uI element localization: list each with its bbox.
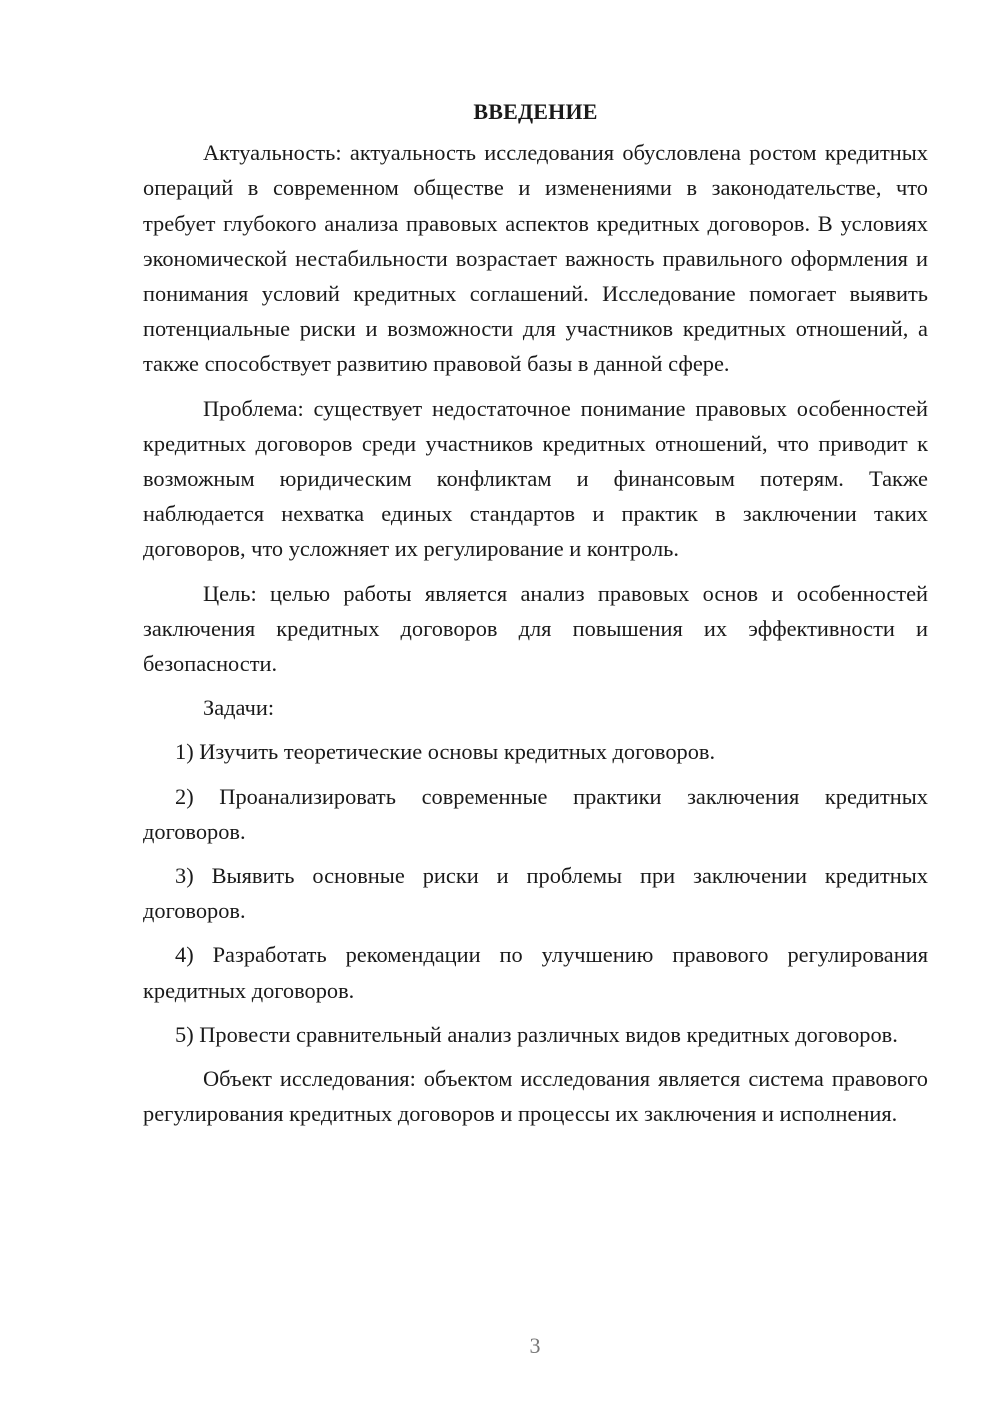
paragraph-object: Объект исследования: объектом исследования является система правового регулирования кредитных договоров и процессы их заключения и исполнения.	[143, 1066, 928, 1127]
paragraph-problem: Проблема: существует недостаточное понимание правовых особенностей кредитных договоров среди участников кредитных отношений, что приводит к возможным юридическим конфликтам и финансовым потерям. Также наблюдается нехватка единых стандартов и практик в заключении таких договоров, что усложняет их регулирование и контроль.	[143, 395, 928, 562]
task-item-4: 4) Разработать рекомендации по улучшению правового регулирования кредитных договоров.	[143, 942, 928, 1003]
page-number: 3	[529, 1333, 541, 1358]
tasks-label: Задачи:	[203, 695, 275, 721]
task-item-2: 2) Проанализировать современные практики заключения кредитных договоров.	[143, 783, 928, 844]
task-item-3: 3) Выявить основные риски и проблемы при заключении кредитных договоров.	[143, 863, 928, 924]
task-item-5: 5) Провести сравнительный анализ различных видов кредитных договоров.	[175, 1021, 898, 1047]
page-content	[143, 94, 928, 1140]
section-heading: ВВЕДЕНИЕ	[473, 99, 598, 124]
paragraph-goal: Цель: целью работы является анализ правовых основ и особенностей заключения кредитных договоров для повышения их эффективности и безопасности.	[143, 580, 928, 677]
paragraph-relevance: Актуальность: актуальность исследования обусловлена ростом кредитных операций в современном обществе и изменениями в законодательстве, что требует глубокого анализа правовых аспектов кредитных договоров. В условиях экономической нестабильности возрастает важность правильного оформления и понимания условий кредитных соглашений. Исследование помогает выявить потенциальные риски и возможности для участников кредитных отношений, а также способствует развитию правовой базы в данной сфере.	[143, 140, 928, 377]
task-item-1: 1) Изучить теоретические основы кредитных договоров.	[175, 739, 716, 765]
